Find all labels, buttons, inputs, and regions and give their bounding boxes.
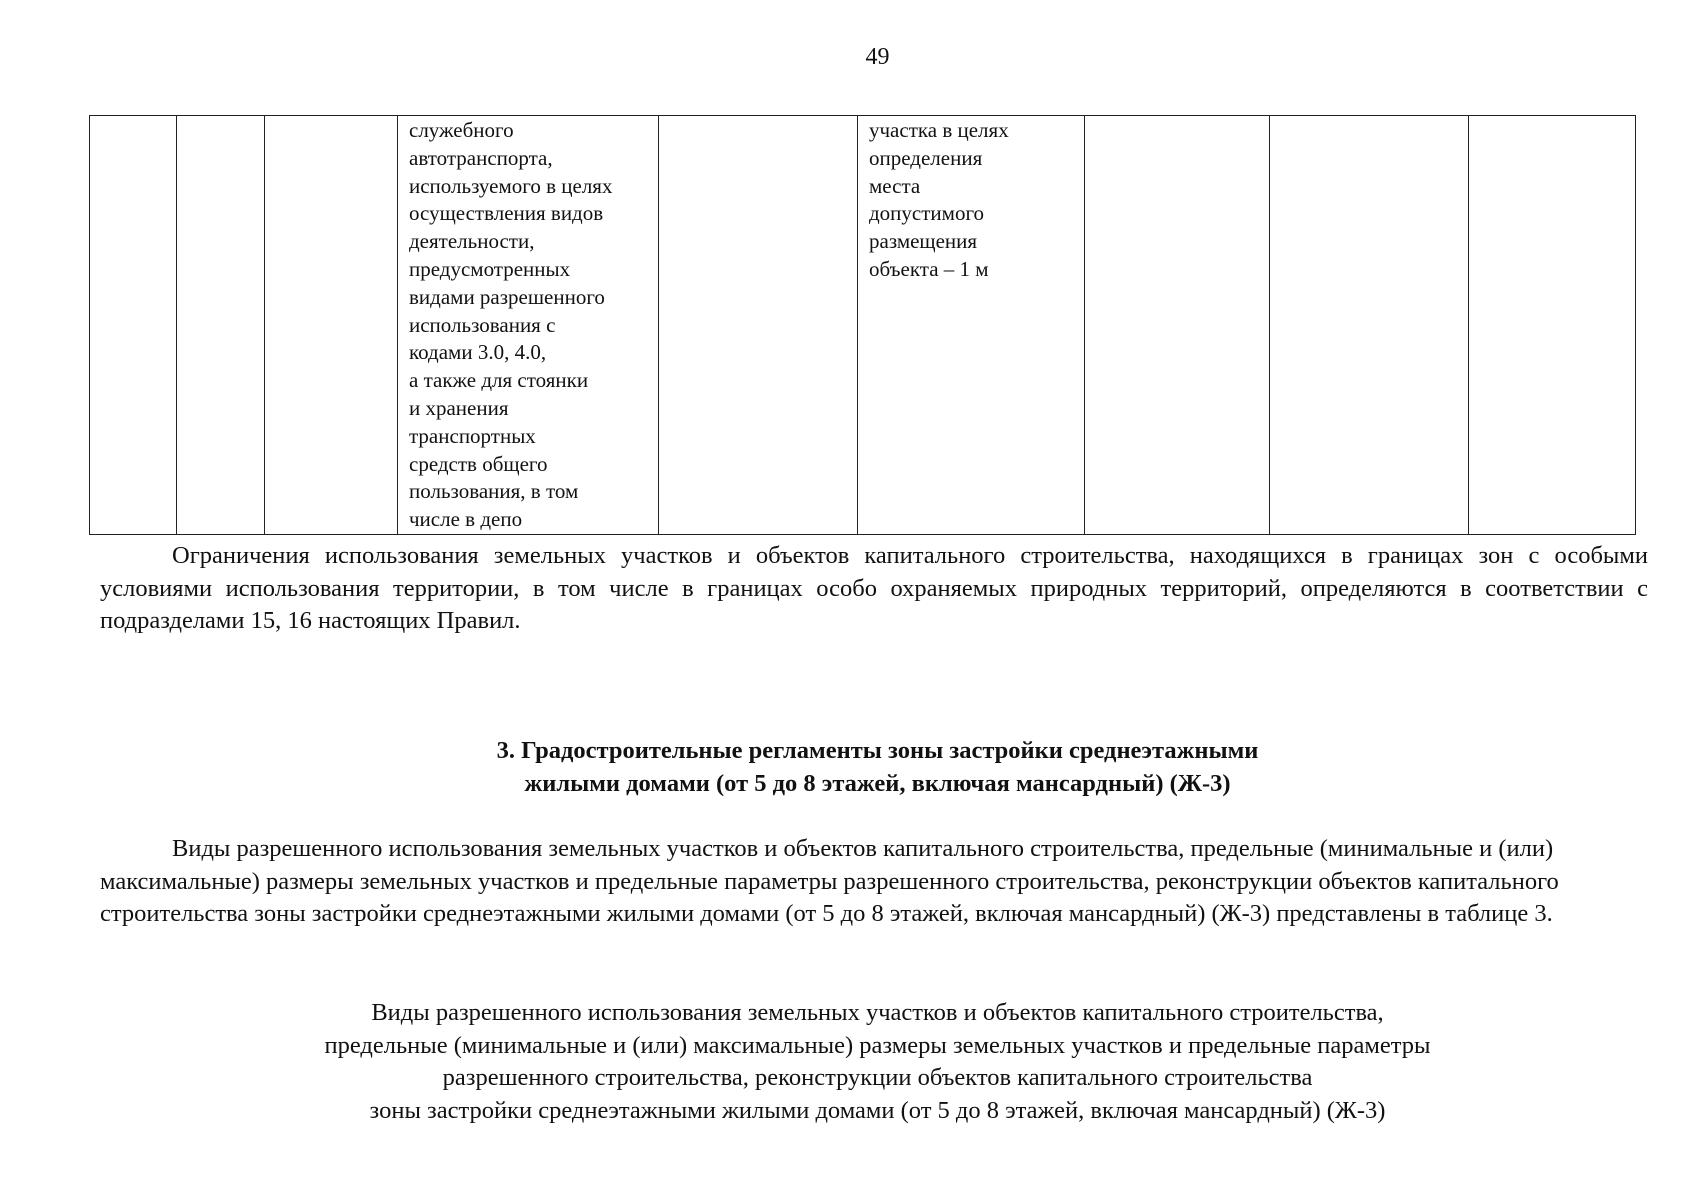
- table-row: [90, 116, 1636, 535]
- section-heading-line-1: 3. Градостроительные регламенты зоны застройки среднеэтажными: [496, 737, 1259, 764]
- table-cell: [1469, 116, 1636, 535]
- table-caption: Виды разрешенного использования земельных участков и объектов капитального строительства, предельные (минимальные и (или) максимальные) размеры земельных участков и предельные параметры разрешенного строительства, реконструкции объектов капитального строительства зоны застройки среднеэтажными жилыми домами (от 5 до 8 этажей, включая мансардный) (Ж-3): [324, 999, 1431, 1124]
- table-cell-setback: [858, 116, 1085, 535]
- table-cell: [1270, 116, 1469, 535]
- table-cell: [659, 116, 858, 535]
- intro-paragraph: Виды разрешенного использования земельных участков и объектов капитального строительства, предельные (минимальные и (или) максимальные) размеры земельных участков и предельные параметры разрешенного строительства, реконструкции объектов капитального строительства зоны застройки среднеэтажными жилыми домами (от 5 до 8 этажей, включая мансардный) (Ж-3) представлены в таблице 3.: [100, 835, 1559, 927]
- section-heading-line-2: жилыми домами (от 5 до 8 этажей, включая мансардный) (Ж-3): [524, 769, 1231, 797]
- page-number: 49: [865, 44, 890, 70]
- restrictions-paragraph: Ограничения использования земельных участков и объектов капитального строительства, находящихся в границах зон с особыми условиями использования территории, в том числе в границах особо охраняемых природных территорий, определяются в соответствии с подразделами 15, 16 настоящих Правил.: [100, 542, 1648, 634]
- table-cell: [177, 116, 265, 535]
- cell-text-setback: участка в целях определения места допустимого размещения объекта – 1 м: [869, 118, 1009, 281]
- cell-text-purpose: служебного автотранспорта, используемого в целях осуществления видов деятельности, предусмотренных видами разрешенного использования с кодами 3.0, 4.0, а также для стоянки и хранения транспортных средств общего пользования, в том числе в депо: [409, 118, 613, 532]
- table-cell: [1085, 116, 1270, 535]
- table-cell: [90, 116, 177, 535]
- section-heading: [0, 735, 1697, 800]
- table-cell-purpose: [398, 116, 659, 535]
- table-cell: [265, 116, 398, 535]
- continued-table: [89, 115, 1636, 535]
